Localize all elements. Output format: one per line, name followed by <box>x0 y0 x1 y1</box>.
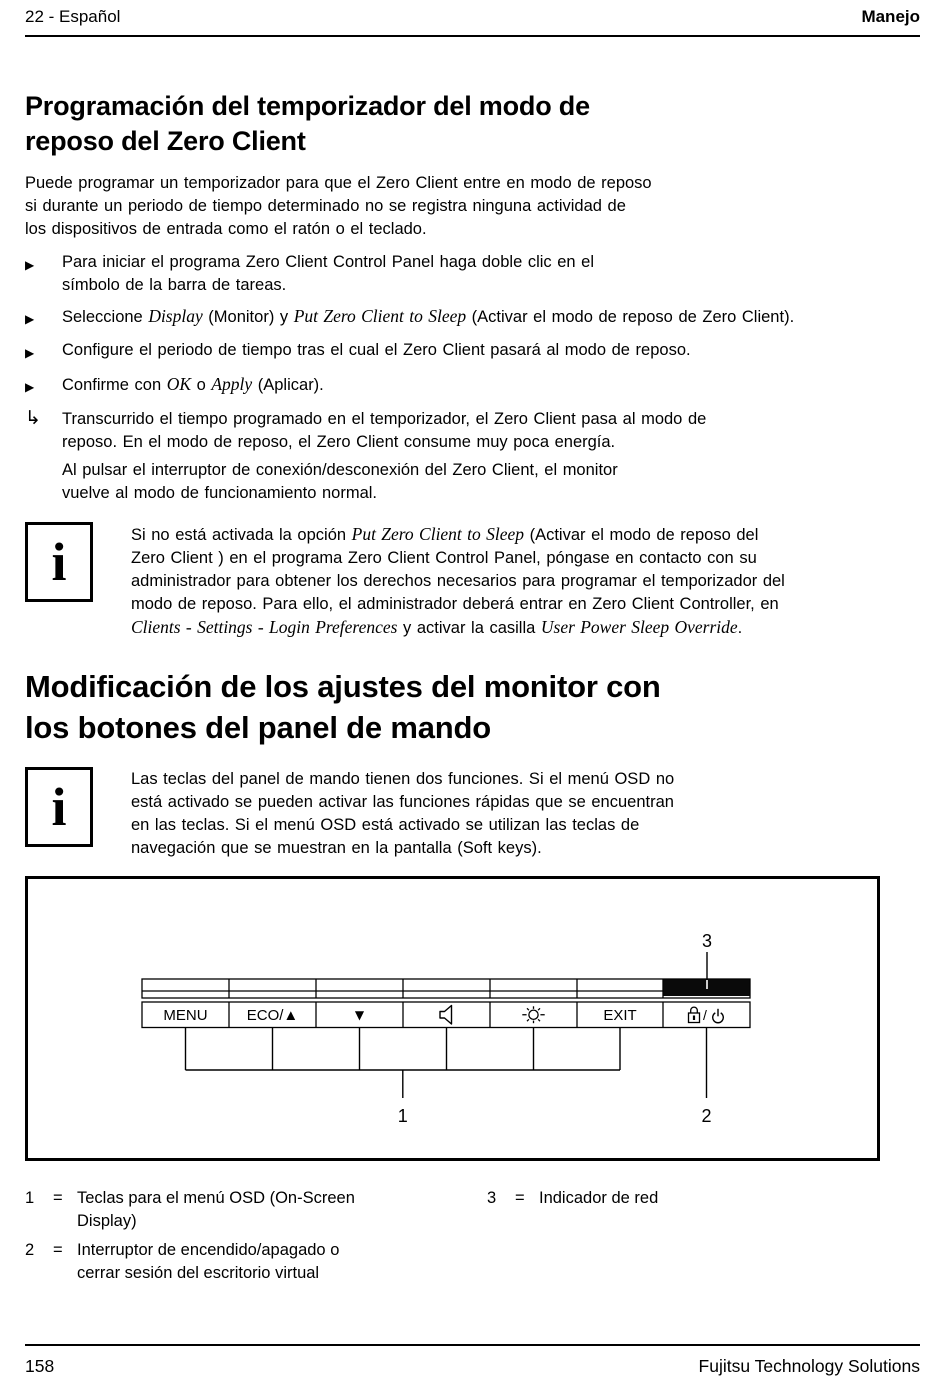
section-title-sleep-timer: Programación del temporizador del modo de reposo del Zero Client <box>25 91 590 156</box>
intro-paragraph: Puede programar un temporizador para que el Zero Client entre en modo de reposo si durante un periodo de tiempo determinado no se registra ninguna actividad de los dispositivos de entrada como el ratón o el teclado. <box>25 174 652 238</box>
footer-page-number: 158 <box>25 1356 55 1376</box>
callout-lines <box>186 952 708 1098</box>
volume-icon <box>440 1006 452 1025</box>
brightness-icon <box>522 1006 544 1023</box>
info-note-box <box>25 522 920 640</box>
result-paragraph-2: Al pulsar el interruptor de conexión/desconexión del Zero Client, el monitor vuelve al modo de funcionamiento normal. <box>62 461 618 502</box>
down-button-label: ▼ <box>354 1008 365 1022</box>
legend-text: Interruptor de encendido/apagado o cerrar sesión del escritorio virtual <box>77 1241 340 1282</box>
header-section-label: 22 - Español <box>25 7 121 26</box>
step-item <box>25 373 920 399</box>
callout-3-label: 3 <box>701 931 713 951</box>
button-row <box>142 1002 750 1028</box>
legend-number: 1 <box>25 1189 35 1207</box>
step-bullet-icon: ▶ <box>25 258 35 272</box>
step-text: Confirme con OK o Apply (Aplicar). <box>62 374 324 394</box>
callout-1-label: 1 <box>397 1106 408 1126</box>
result-paragraph-1: Transcurrido el tiempo programado en el temporizador, el Zero Client pasa al modo de reposo. En el modo de reposo, el Zero Client consume muy poca energía. <box>62 410 707 451</box>
info-note-text: Si no está activada la opción Put Zero Client to Sleep (Activar el modo de reposo del Zero Client ) en el programa Zero Client Control Panel, póngase en contacto con su administrador para obtener los derechos necesarios para programar el temporizador del modo de reposo. Para ello, el administrador deberá entrar en Zero Client Controller, en Clients - Settings - Login Preferences y activar la casilla User Power Sleep Override. <box>131 524 785 637</box>
exit-button-label: EXIT <box>603 1007 637 1024</box>
step-bullet-icon: ▶ <box>25 312 35 326</box>
control-panel-diagram <box>28 879 877 1158</box>
legend-equals: = <box>53 1241 63 1259</box>
header-chapter-label: Manejo <box>861 7 920 26</box>
result-arrow-icon: ↳ <box>25 408 41 429</box>
bezel-strip <box>142 979 750 998</box>
legend-number: 3 <box>487 1189 497 1207</box>
eco-up-button-label: ECO/▲ <box>246 1007 299 1024</box>
legend-column-right <box>487 1187 920 1291</box>
legend-text: Teclas para el menú OSD (On-Screen Display) <box>77 1189 355 1230</box>
lock-power-separator: / <box>703 1007 707 1023</box>
legend-text: Indicador de red <box>539 1189 659 1207</box>
lock-icon <box>689 1007 700 1022</box>
step-bullet-icon: ▶ <box>25 380 35 394</box>
legend-item-1 <box>25 1187 487 1233</box>
legend-column-left <box>25 1187 487 1291</box>
control-panel-figure <box>25 876 880 1161</box>
step-text: Para iniciar el programa Zero Client Control Panel haga doble clic en el símbolo de la barra de tareas. <box>62 253 595 294</box>
step-item <box>25 305 920 331</box>
step-text: Configure el periodo de tiempo tras el cual el Zero Client pasará al modo de reposo. <box>62 341 691 359</box>
step-text: Seleccione Display (Monitor) y Put Zero Client to Sleep (Activar el modo de reposo de Zero Client). <box>62 306 795 326</box>
legend-item-3 <box>487 1187 920 1210</box>
info-note-text: Las teclas del panel de mando tienen dos funciones. Si el menú OSD no está activado se pueden activar las funciones rápidas que se encuentran en las teclas. Si el menú OSD está activado se utilizan las teclas de navegación que se muestran en la pantalla (Soft keys). <box>131 770 675 857</box>
callout-2-label: 2 <box>701 1106 712 1126</box>
step-bullet-icon: ▶ <box>25 346 35 360</box>
figure-legend <box>25 1187 920 1291</box>
instruction-steps <box>25 251 920 505</box>
page-header <box>25 0 920 37</box>
result-text <box>62 408 920 505</box>
info-icon: i <box>25 522 93 602</box>
power-icon <box>713 1009 724 1023</box>
legend-item-2 <box>25 1239 487 1285</box>
legend-number: 2 <box>25 1241 35 1259</box>
info-note-box <box>25 767 920 860</box>
menu-button-label: MENU <box>163 1007 208 1024</box>
footer-publisher: Fujitsu Technology Solutions <box>698 1356 920 1376</box>
legend-equals: = <box>53 1189 63 1207</box>
info-icon: i <box>25 767 93 847</box>
legend-equals: = <box>515 1189 525 1207</box>
step-item <box>25 339 920 365</box>
step-item <box>25 251 920 297</box>
result-item <box>25 408 920 505</box>
section-title-osd-buttons: Modificación de los ajustes del monitor con los botones del panel de mando <box>25 669 661 745</box>
page-footer <box>25 1344 920 1377</box>
